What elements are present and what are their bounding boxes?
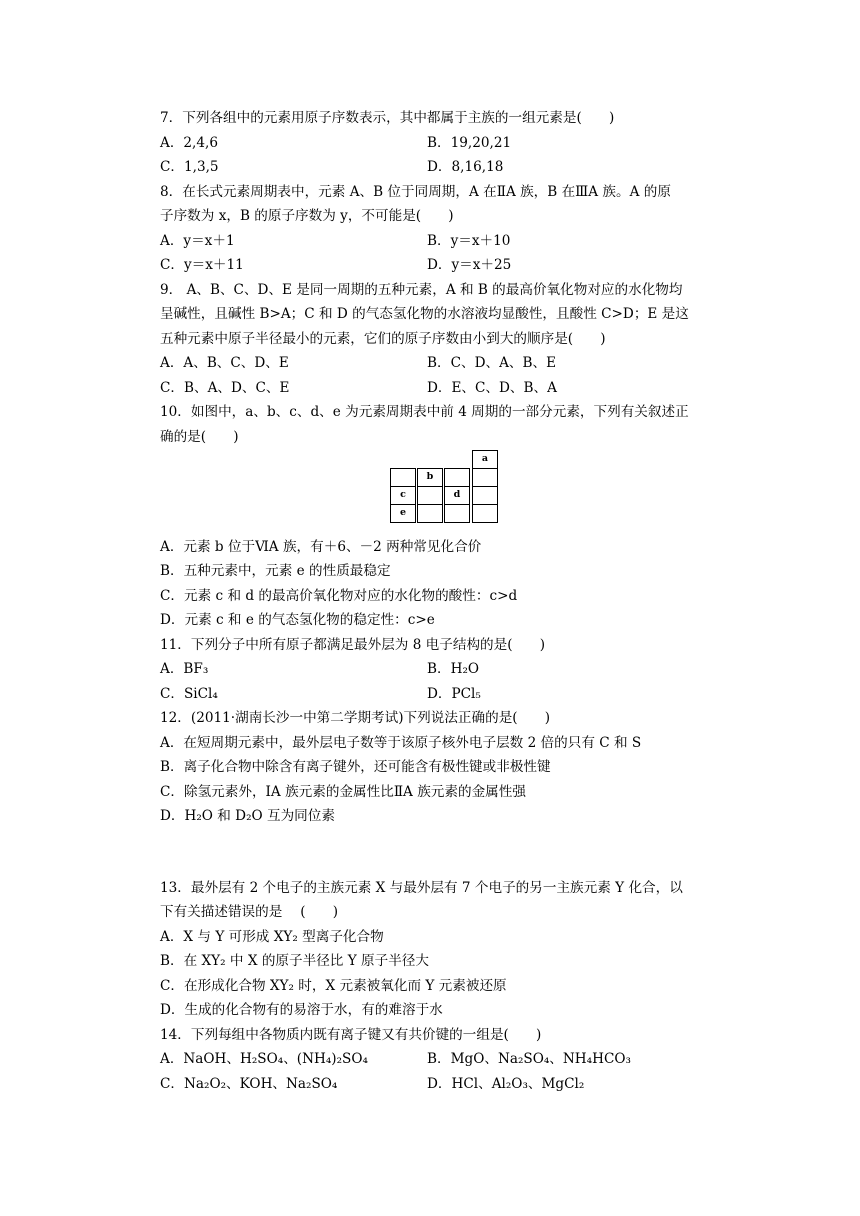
q13-option-a: A．X 与 Y 可形成 XY₂ 型离子化合物 [160,929,384,945]
q7-option-d: D．8,16,18 [427,159,504,175]
q14-option-a: A．NaOH、H₂SO₄、(NH₄)₂SO₄ [160,1051,368,1067]
q12-option-b: B．离子化合物中除含有离子键外，还可能含有极性键或非极性键 [160,759,551,775]
q7-option-c: C．1,3,5 [160,159,219,175]
q12-option-c: C．除氢元素外，ⅠA 族元素的金属性比ⅡA 族元素的金属性强 [160,784,526,800]
q14-option-b: B．MgO、Na₂SO₄、NH₄HCO₃ [427,1051,631,1067]
table-cell-a: a [472,450,498,469]
table-cell [444,468,470,487]
q7-option-b: B．19,20,21 [427,135,512,151]
table-cell [444,504,470,523]
q10-stem-line2: 确的是( ) [160,429,239,445]
q14-stem: 14．下列每组中各物质内既有离子键又有共价键的一组是( ) [160,1027,542,1043]
table-cell [472,486,498,505]
table-cell [472,504,498,523]
q7-option-a: A．2,4,6 [160,135,218,151]
table-cell [417,504,443,523]
q8-option-c: C．y＝x＋11 [160,257,244,273]
q11-option-b: B．H₂O [427,661,480,677]
q8-option-b: B．y＝x＋10 [427,233,511,249]
q10-option-d: D．元素 c 和 e 的气态氢化物的稳定性：c>e [160,612,435,628]
q9-option-c: C．B、A、D、C、E [160,380,290,396]
table-cell [417,486,443,505]
q8-option-d: D．y＝x＋25 [427,257,512,273]
q13-option-c: C．在形成化合物 XY₂ 时，X 元素被氧化而 Y 元素被还原 [160,978,507,994]
q8-stem-line1: 8．在长式元素周期表中，元素 A、B 位于同周期，A 在ⅡA 族，B 在ⅢA 族。A 的原 [160,184,671,200]
q11-option-c: C．SiCl₄ [160,686,218,702]
q11-option-d: D．PCl₅ [427,686,481,702]
q14-option-c: C．Na₂O₂、KOH、Na₂SO₄ [160,1076,338,1092]
q9-option-d: D．E、C、D、B、A [427,380,557,396]
q9-option-a: A．A、B、C、D、E [160,355,289,371]
q12-option-a: A．在短周期元素中，最外层电子数等于该原子核外电子层数 2 倍的只有 C 和 S [160,735,642,751]
q12-stem: 12．(2011·湖南长沙一中第二学期考试)下列说法正确的是( ) [160,710,551,726]
q12-option-d: D．H₂O 和 D₂O 互为同位素 [160,808,335,824]
q13-stem-line1: 13．最外层有 2 个电子的主族元素 X 与最外层有 7 个电子的另一主族元素 Y 化合，以 [160,880,683,896]
table-cell-c: c [390,486,416,505]
table-cell-e: e [390,504,416,523]
q10-option-c: C．元素 c 和 d 的最高价氧化物对应的水化物的酸性：c>d [160,588,518,604]
q14-option-d: D．HCl、Al₂O₃、MgCl₂ [427,1076,585,1092]
q7-stem: 7．下列各组中的元素用原子序数表示，其中都属于主族的一组元素是( ) [160,110,615,126]
table-cell-d: d [444,486,470,505]
q8-stem-line2: 子序数为 x，B 的原子序数为 y，不可能是( ) [160,208,454,224]
table-cell [390,468,416,487]
q13-option-d: D．生成的化合物有的易溶于水，有的难溶于水 [160,1002,443,1018]
q9-stem-line3: 五种元素中原子半径最小的元素，它们的原子序数由小到大的顺序是( ) [160,331,606,347]
q9-stem-line2: 呈碱性，且碱性 B>A；C 和 D 的气态氢化物的水溶液均显酸性，且酸性 C>D；E 是这 [160,306,689,322]
table-cell-b: b [417,468,443,487]
q11-stem: 11．下列分子中所有原子都满足最外层为 8 电子结构的是( ) [160,637,546,653]
q13-stem-line2: 下有关描述错误的是 ( ) [160,904,339,920]
q8-option-a: A．y＝x＋1 [160,233,235,249]
q10-option-a: A．元素 b 位于ⅥA 族，有＋6、－2 两种常见化合价 [160,539,482,555]
q9-option-b: B．C、D、A、B、E [427,355,556,371]
q10-option-b: B．五种元素中，元素 e 的性质最稳定 [160,563,391,579]
q11-option-a: A．BF₃ [160,661,209,677]
q13-option-b: B．在 XY₂ 中 X 的原子半径比 Y 原子半径大 [160,953,429,969]
q10-stem-line1: 10．如图中，a、b、c、d、e 为元素周期表中前 4 周期的一部分元素，下列有关叙述正 [160,404,689,420]
q9-stem-line1: 9． A、B、C、D、E 是同一周期的五种元素，A 和 B 的最高价氧化物对应的水化物均 [160,282,683,298]
table-cell [472,468,498,487]
